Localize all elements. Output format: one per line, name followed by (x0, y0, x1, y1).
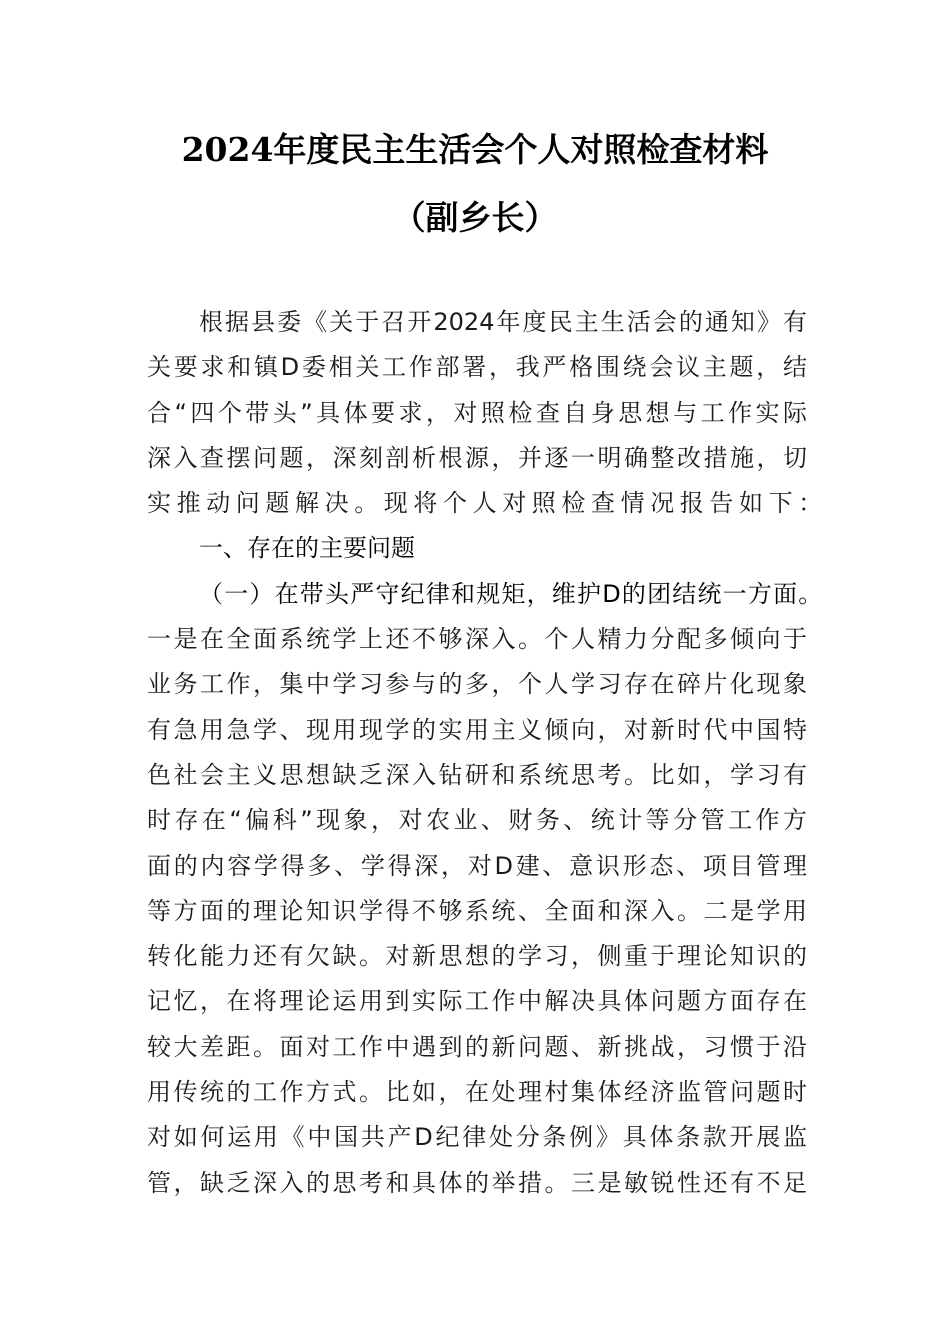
body-line: 转化能力还有欠缺。对新思想的学习，侧重于理论知识的 (147, 942, 807, 971)
body-line: 等方面的理论知识学得不够系统、全面和深入。二是学用 (147, 896, 807, 925)
intro-line: 根据县委《关于召开2024年度民主生活会的通知》有 (199, 308, 807, 336)
document-body (147, 300, 828, 1206)
document-title: 2024年度民主生活会个人对照检查材料 (181, 130, 769, 169)
body-line: 时存在“偏科”现象，对农业、财务、统计等分管工作方 (147, 806, 807, 835)
body-line: 面的内容学得多、学得深，对D建、意识形态、项目管理 (147, 851, 807, 880)
body-line: 色社会主义思想缺乏深入钻研和系统思考。比如，学习有 (147, 760, 807, 789)
intro-line: 合“四个带头”具体要求，对照检查自身思想与工作实际 (147, 398, 807, 427)
body-line: 一是在全面系统学上还不够深入。个人精力分配多倾向于 (147, 625, 807, 654)
body-line: 较大差距。面对工作中遇到的新问题、新挑战，习惯于沿 (147, 1032, 807, 1061)
intro-line: 实推动问题解决。现将个人对照检查情况报告如下： (147, 489, 828, 518)
body-line: 管，缺乏深入的思考和具体的举措。三是敏锐性还有不足 (147, 1168, 807, 1197)
body-line: 有急用急学、现用现学的实用主义倾向，对新时代中国特 (147, 715, 807, 744)
body-line: 业务工作，集中学习参与的多，个人学习存在碎片化现象 (147, 670, 807, 699)
body-line: 对如何运用《中国共产D纪律处分条例》具体条款开展监 (147, 1123, 807, 1152)
subsection-heading: （一）在带头严守纪律和规矩，维护D的团结统一方面。 (199, 579, 824, 608)
body-line: 记忆，在将理论运用到实际工作中解决具体问题方面存在 (147, 987, 807, 1016)
document-subtitle: （副乡长） (392, 198, 558, 237)
body-line: 用传统的工作方式。比如，在处理村集体经济监管问题时 (147, 1078, 807, 1107)
intro-line: 关要求和镇D委相关工作部署，我严格围绕会议主题，结 (147, 353, 807, 382)
intro-line: 深入查摆问题，深刻剖析根源，并逐一明确整改措施，切 (147, 443, 807, 472)
section-heading: 一、存在的主要问题 (199, 534, 415, 563)
